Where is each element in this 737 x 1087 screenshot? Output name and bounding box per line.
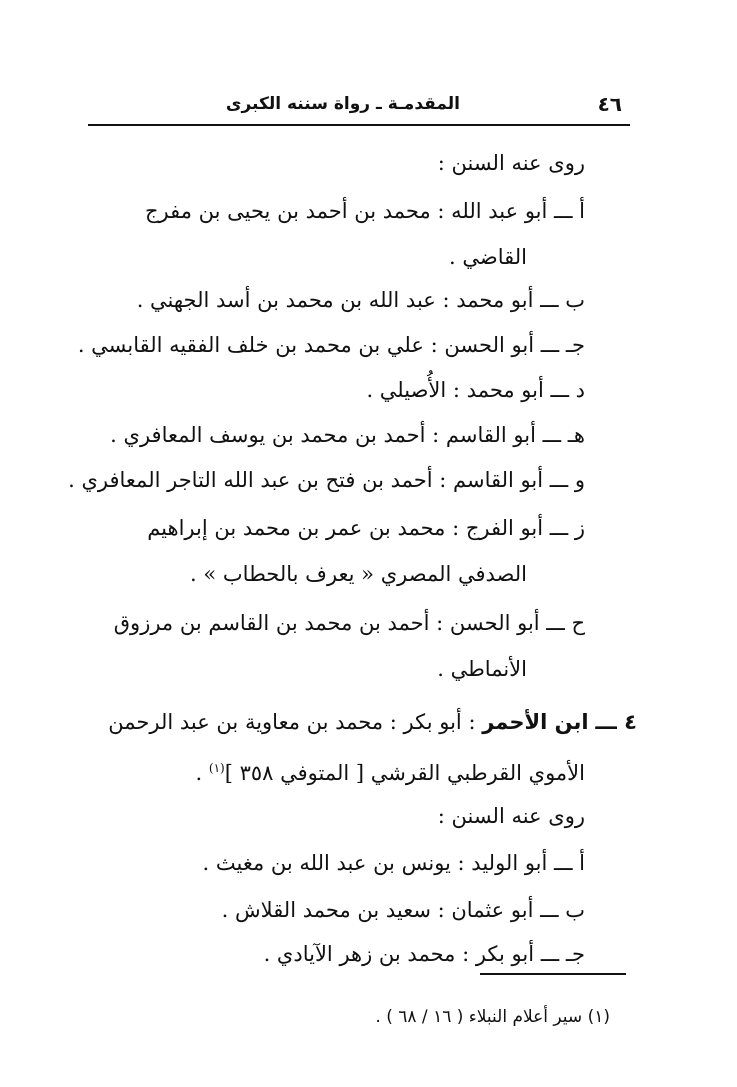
- page-number: ٤٦: [597, 92, 622, 116]
- section-line2-text: الأموي القرطبي القرشي [ المتوفي ٣٥٨ ]: [224, 761, 585, 785]
- text-line: ح ـــ أبو الحسن : أحمد بن محمد بن القاسم بن مرزوق: [113, 611, 585, 635]
- text-line: ز ـــ أبو الفرج : محمد بن عمر بن محمد بن إبراهيم: [147, 516, 585, 540]
- footnote: (١) سير أعلام النبلاء ( ١٦ / ٦٨ ) .: [375, 1007, 610, 1027]
- section-number: ٤ ـــ: [595, 710, 637, 734]
- page-header: [88, 90, 630, 126]
- text-line: أ ـــ أبو الوليد : يونس بن عبد الله بن مغيث .: [202, 851, 585, 875]
- section-line2-end: .: [195, 761, 209, 785]
- text-line: ب ـــ أبو عثمان : سعيد بن محمد القلاش .: [221, 898, 585, 922]
- text-line: الصدفي المصري « يعرف بالحطاب » .: [190, 562, 527, 586]
- text-line: د ـــ أبو محمد : الأُصيلي .: [366, 378, 585, 402]
- section-heading-line: [108, 706, 637, 742]
- text-line: و ـــ أبو القاسم : أحمد بن فتح بن عبد الله التاجر المعافري .: [68, 468, 585, 492]
- section-line2: [196, 752, 585, 788]
- text-line: جـ ـــ أبو بكر : محمد بن زهر الآيادي .: [263, 942, 585, 966]
- text-line: هـ ـــ أبو القاسم : أحمد بن محمد بن يوسف المعافري .: [110, 423, 585, 447]
- text-line: أ ـــ أبو عبد الله : محمد بن أحمد بن يحيى بن مفرج: [144, 199, 585, 223]
- text-line: ب ـــ أبو محمد : عبد الله بن محمد بن أسد الجهني .: [136, 288, 585, 312]
- text-line: القاضي .: [449, 245, 527, 269]
- text-line: الأنماطي .: [437, 657, 527, 681]
- text-line: جـ ـــ أبو الحسن : علي بن محمد بن خلف الفقيه القابسي .: [77, 333, 585, 357]
- section-line1-rest: : أبو بكر : محمد بن معاوية بن عبد الرحمن: [108, 710, 476, 734]
- text-line: روى عنه السنن :: [437, 151, 585, 175]
- running-title: المقدمـة ـ رواة سننه الكبرى: [225, 94, 460, 114]
- text-line: روى عنه السنن :: [437, 804, 585, 828]
- section-name: ابن الأحمر: [482, 710, 589, 734]
- footnote-marker: (١): [208, 761, 225, 775]
- footnote-divider: [480, 973, 626, 975]
